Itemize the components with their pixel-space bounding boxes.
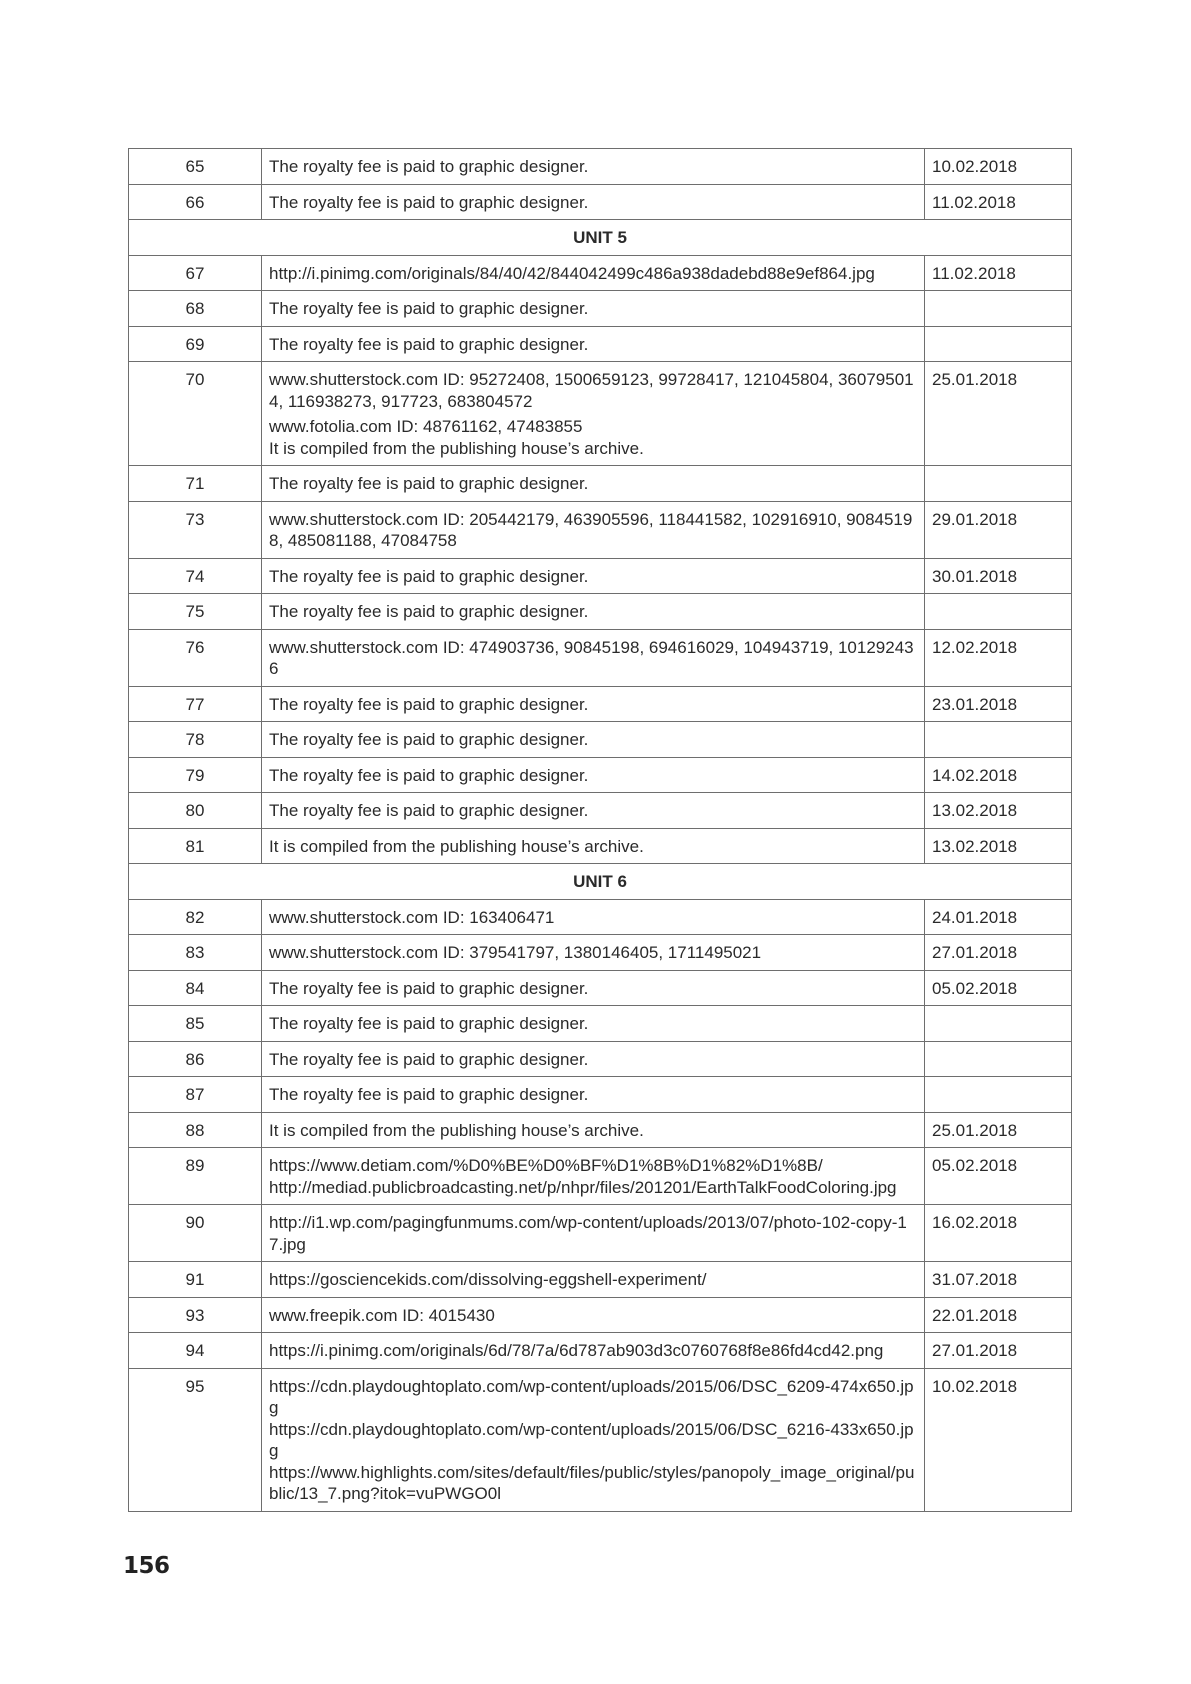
table-row [129,970,1072,1006]
image-number-cell: 90 [129,1205,262,1262]
image-number-cell: 67 [129,255,262,291]
table-row [129,722,1072,758]
source-cell [262,757,925,793]
source-cell [262,899,925,935]
table-row [129,935,1072,971]
date-cell: 27.01.2018 [925,1333,1072,1369]
table-row [129,757,1072,793]
source-cell [262,501,925,558]
source-line: www.shutterstock.com ID: 379541797, 1380146405, 1711495021 [269,943,762,962]
source-cell [262,1006,925,1042]
unit-heading: UNIT 6 [129,864,1072,900]
table-row [129,828,1072,864]
table-row [129,362,1072,466]
date-cell [925,1077,1072,1113]
image-number-cell: 95 [129,1368,262,1511]
date-cell [925,594,1072,630]
source-cell [262,1297,925,1333]
table-row [129,1148,1072,1205]
table-row [129,1368,1072,1511]
source-line: www.fotolia.com ID: 48761162, 47483855 [269,417,583,436]
source-cell [262,1205,925,1262]
date-cell: 16.02.2018 [925,1205,1072,1262]
unit-heading: UNIT 5 [129,220,1072,256]
source-cell [262,362,925,466]
image-number-cell: 94 [129,1333,262,1369]
date-cell [925,466,1072,502]
table-row [129,1112,1072,1148]
source-line: It is compiled from the publishing house’s archive. [269,836,644,856]
source-cell [262,1148,925,1205]
source-line: https://cdn.playdoughtoplato.com/wp-content/uploads/2015/06/DSC_6216-433x650.jpg [269,1419,914,1460]
image-number-cell: 82 [129,899,262,935]
source-line: The royalty fee is paid to graphic designer. [269,474,589,493]
table-row [129,291,1072,327]
source-cell [262,722,925,758]
image-number-cell: 86 [129,1041,262,1077]
date-cell: 24.01.2018 [925,899,1072,935]
source-line: www.shutterstock.com ID: 205442179, 463905596, 118441582, 102916910, 90845198, 485081188, 47084758 [269,509,913,550]
image-number-cell: 91 [129,1262,262,1298]
source-line: The royalty fee is paid to graphic designer. [269,334,589,354]
source-cell [262,466,925,502]
source-line: It is compiled from the publishing house’s archive. [269,1120,644,1140]
source-line: The royalty fee is paid to graphic designer. [269,1014,589,1033]
image-number-cell: 76 [129,629,262,686]
image-sources-table [128,148,1072,1512]
source-line: www.shutterstock.com ID: 163406471 [269,907,555,927]
date-cell: 27.01.2018 [925,935,1072,971]
source-cell [262,1077,925,1113]
date-cell [925,1041,1072,1077]
table-row [129,793,1072,829]
source-line: The royalty fee is paid to graphic designer. [269,157,589,176]
date-cell: 05.02.2018 [925,970,1072,1006]
date-cell: 12.02.2018 [925,629,1072,686]
image-number-cell: 77 [129,686,262,722]
date-cell: 23.01.2018 [925,686,1072,722]
source-line: https://cdn.playdoughtoplato.com/wp-content/uploads/2015/06/DSC_6209-474x650.jpg [269,1376,914,1417]
image-number-cell: 88 [129,1112,262,1148]
image-number-cell: 93 [129,1297,262,1333]
source-cell [262,686,925,722]
image-number-cell: 68 [129,291,262,327]
date-cell: 25.01.2018 [925,362,1072,466]
source-line: https://gosciencekids.com/dissolving-eggshell-experiment/ [269,1270,707,1289]
source-line: https://i.pinimg.com/originals/6d/78/7a/6d787ab903d3c0760768f8e86fd4cd42.png [269,1341,884,1360]
image-number-cell: 85 [129,1006,262,1042]
date-cell: 11.02.2018 [925,255,1072,291]
table-row [129,501,1072,558]
table-row [129,1333,1072,1369]
source-line: The royalty fee is paid to graphic designer. [269,978,589,998]
table-row [129,558,1072,594]
table-row [129,629,1072,686]
image-number-cell: 89 [129,1148,262,1205]
image-number-cell: 78 [129,722,262,758]
image-number-cell: 84 [129,970,262,1006]
table-row [129,594,1072,630]
source-line: http://mediad.publicbroadcasting.net/p/nhpr/files/201201/EarthTalkFoodColoring.jpg [269,1177,897,1197]
image-number-cell: 75 [129,594,262,630]
source-cell [262,594,925,630]
table-row [129,255,1072,291]
date-cell: 11.02.2018 [925,184,1072,220]
date-cell: 22.01.2018 [925,1297,1072,1333]
table-row [129,686,1072,722]
source-cell [262,629,925,686]
source-line: https://www.detiam.com/%D0%BE%D0%BF%D1%8B%D1%82%D1%8B/ [269,1156,823,1175]
date-cell: 10.02.2018 [925,1368,1072,1511]
unit-header-row [129,220,1072,256]
date-cell: 14.02.2018 [925,757,1072,793]
date-cell: 05.02.2018 [925,1148,1072,1205]
source-line: The royalty fee is paid to graphic designer. [269,730,589,749]
image-number-cell: 74 [129,558,262,594]
image-number-cell: 66 [129,184,262,220]
image-number-cell: 81 [129,828,262,864]
source-line: The royalty fee is paid to graphic designer. [269,801,589,820]
date-cell: 30.01.2018 [925,558,1072,594]
source-cell [262,1368,925,1511]
table-row [129,466,1072,502]
date-cell [925,291,1072,327]
image-number-cell: 71 [129,466,262,502]
source-line: The royalty fee is paid to graphic designer. [269,1049,589,1069]
table-row [129,1262,1072,1298]
table-row [129,149,1072,185]
source-cell [262,291,925,327]
source-line: www.shutterstock.com ID: 95272408, 1500659123, 99728417, 121045804, 360795014, 116938273, 917723, 683804572 [269,370,914,411]
table-row [129,326,1072,362]
source-cell [262,970,925,1006]
image-number-cell: 70 [129,362,262,466]
image-number-cell: 79 [129,757,262,793]
source-line: It is compiled from the publishing house’s archive. [269,438,644,458]
image-number-cell: 65 [129,149,262,185]
source-cell [262,793,925,829]
date-cell: 13.02.2018 [925,828,1072,864]
source-line: The royalty fee is paid to graphic designer. [269,192,589,212]
date-cell: 13.02.2018 [925,793,1072,829]
date-cell [925,722,1072,758]
table-body [129,149,1072,1512]
image-number-cell: 73 [129,501,262,558]
table-row [129,1205,1072,1262]
image-number-cell: 80 [129,793,262,829]
date-cell: 29.01.2018 [925,501,1072,558]
unit-header-row [129,864,1072,900]
image-number-cell: 69 [129,326,262,362]
source-line: https://www.highlights.com/sites/default/files/public/styles/panopoly_image_original/public/13_7.png?itok=vuPWGO0l [269,1462,915,1503]
source-cell [262,1041,925,1077]
source-cell [262,1262,925,1298]
source-cell [262,558,925,594]
date-cell [925,326,1072,362]
source-cell [262,1333,925,1369]
source-line: The royalty fee is paid to graphic designer. [269,566,589,586]
table-row [129,1077,1072,1113]
date-cell [925,1006,1072,1042]
table-row [129,899,1072,935]
source-cell [262,149,925,185]
date-cell: 31.07.2018 [925,1262,1072,1298]
date-cell: 10.02.2018 [925,149,1072,185]
source-cell [262,935,925,971]
source-line: www.shutterstock.com ID: 474903736, 90845198, 694616029, 104943719, 101292436 [269,637,914,678]
source-line: http://i.pinimg.com/originals/84/40/42/844042499c486a938dadebd88e9ef864.jpg [269,263,875,283]
source-cell [262,255,925,291]
source-line: http://i1.wp.com/pagingfunmums.com/wp-content/uploads/2013/07/photo-102-copy-17.jpg [269,1213,907,1254]
source-line: The royalty fee is paid to graphic designer. [269,765,589,785]
date-cell: 25.01.2018 [925,1112,1072,1148]
table-row [129,1297,1072,1333]
source-cell [262,184,925,220]
source-line: The royalty fee is paid to graphic designer. [269,299,589,318]
source-line: www.freepik.com ID: 4015430 [269,1305,495,1325]
source-cell [262,1112,925,1148]
source-cell [262,326,925,362]
source-line: The royalty fee is paid to graphic designer. [269,602,589,621]
table-row [129,184,1072,220]
table-row [129,1041,1072,1077]
source-line: The royalty fee is paid to graphic designer. [269,694,589,714]
page-number: 156 [123,1553,170,1579]
table-row [129,1006,1072,1042]
source-cell [262,828,925,864]
image-number-cell: 83 [129,935,262,971]
image-number-cell: 87 [129,1077,262,1113]
source-line: The royalty fee is paid to graphic designer. [269,1085,589,1104]
